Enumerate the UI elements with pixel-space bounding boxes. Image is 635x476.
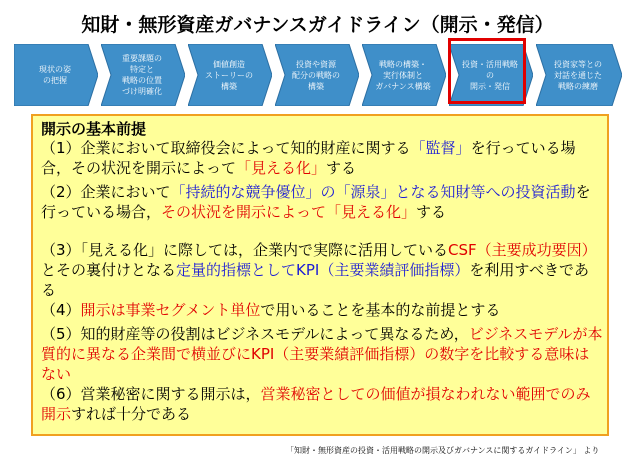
- flow-step-label: 戦略の構築・ 実行体制と ガバナンス構築: [375, 59, 431, 91]
- item-emphasis: 「見える化」: [236, 159, 327, 177]
- item-emphasis: 開示は事業セグメント単位: [80, 301, 261, 319]
- item-emphasis: 「監督」: [410, 139, 471, 157]
- item-text: を行っている場合，その状況を開示によって: [41, 139, 576, 177]
- item-3: [41, 240, 603, 300]
- item-text: （5）知的財産等の役割はビジネスモデルによって異なるため，: [41, 325, 469, 343]
- flow-step-label: 現状の姿 の把握: [39, 65, 71, 85]
- flow-step: [362, 44, 446, 106]
- item-text: を利用すべきである: [41, 261, 590, 299]
- box-title: 開示の基本前提: [41, 120, 147, 138]
- item-emphasis: ビジネスモデルが本質的に異なる企業間で横並びにKPI（主要業績評価指標）の数字を比較する意味はない: [41, 325, 603, 383]
- source-caption: 「知財・無形資産の投資・活用戦略の開示及びガバナンスに関するガイドライン」 より: [286, 446, 600, 455]
- item-emphasis: その状況を開示によって「見える化」: [161, 203, 417, 221]
- item-text: で用いることを基本的な前提とする: [260, 301, 501, 319]
- process-flow: [14, 44, 624, 106]
- item-2: [41, 182, 603, 222]
- item-text: する: [326, 159, 357, 177]
- flow-step-label: 投資家等との 対話を通じた 戦略の練磨: [554, 59, 602, 91]
- item-4: [41, 300, 603, 320]
- item-text: を行っている場合，: [41, 183, 591, 221]
- flow-step: [536, 44, 622, 106]
- item-emphasis: 「持続的な競争優位」の「源泉」となる知財等への投資活動: [170, 183, 576, 201]
- content-box: [31, 114, 609, 436]
- item-6: [41, 384, 603, 424]
- item-emphasis: 営業秘密としての価値が損なわれない範囲でのみ開示: [41, 385, 591, 423]
- item-5: [41, 324, 603, 384]
- highlight-frame: [448, 38, 526, 104]
- item-text: （3）「見える化」に際しては，企業内で実際に活用している: [41, 241, 449, 259]
- flow-step-label: 投資・活用戦略の 開示・発信: [462, 59, 518, 91]
- flow-step: [14, 44, 98, 106]
- page-title: 知財・無形資産ガバナンスガイドライン（開示・発信）: [81, 14, 554, 36]
- flow-step-label: 重要課題の 特定と 戦略の位置 づけ明確化: [122, 54, 162, 96]
- item-emphasis: 定量的指標としてKPI（主要業績評価指標）: [176, 261, 470, 279]
- flow-step: [188, 44, 272, 106]
- item-text: （1）企業において取締役会によって知的財産に関する: [41, 139, 411, 157]
- item-text: する: [416, 203, 447, 221]
- flow-step: [275, 44, 359, 106]
- item-text: （6）営業秘密に関する開示は，: [41, 385, 261, 403]
- item-emphasis: CSF（主要成功要因）: [448, 241, 597, 259]
- item-text: とその裏付けとなる: [41, 261, 177, 279]
- item-text: （4）: [41, 301, 81, 319]
- flow-step-label: 投資や資源 配分の戦略の 構築: [292, 59, 340, 91]
- item-text: （2）企業において: [41, 183, 171, 201]
- item-1: [41, 138, 603, 178]
- flow-step-label: 価値創造 ストーリーの 構築: [205, 59, 253, 91]
- item-text: すれば十分である: [71, 405, 192, 423]
- flow-step: [101, 44, 185, 106]
